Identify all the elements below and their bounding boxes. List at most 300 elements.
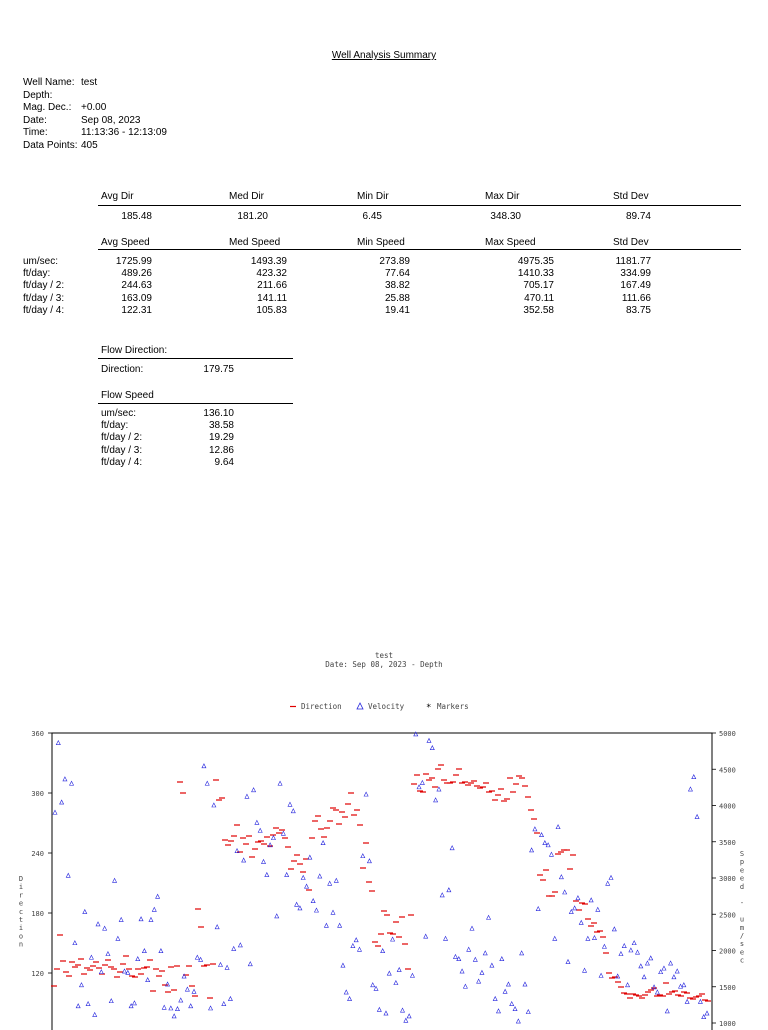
velocity-point [381, 949, 385, 953]
speed-value: 83.75 [625, 304, 651, 316]
velocity-point [576, 896, 580, 900]
velocity-point [96, 922, 100, 926]
speed-value: 470.11 [524, 292, 554, 304]
dir-value: 89.74 [625, 211, 651, 222]
header-value: test [81, 77, 98, 88]
velocity-point [271, 836, 275, 840]
velocity-point [60, 800, 64, 804]
right-tick-label: 5000 [719, 730, 736, 738]
speed-value: 141.11 [257, 292, 287, 304]
velocity-point [159, 949, 163, 953]
chart-title: test [374, 651, 394, 660]
velocity-point [66, 873, 70, 877]
velocity-point [179, 998, 183, 1002]
speed-col-header: Max Speed [485, 237, 536, 248]
velocity-point [397, 968, 401, 972]
velocity-point [480, 970, 484, 974]
velocity-point [367, 859, 371, 863]
dir-value: 181.20 [237, 211, 268, 222]
velocity-point [305, 884, 309, 888]
header-row [23, 77, 97, 90]
flow-direction-rule [98, 358, 293, 359]
velocity-point [116, 936, 120, 940]
left-tick-label: 300 [31, 790, 44, 798]
velocity-point [579, 920, 583, 924]
speed-value: 705.17 [523, 280, 554, 292]
velocity-point [473, 957, 477, 961]
velocity-point [632, 941, 636, 945]
velocity-point [106, 952, 110, 956]
velocity-point [262, 860, 266, 864]
speed-row-label: um/sec: [23, 256, 59, 267]
velocity-point [354, 938, 358, 942]
speed-value: 334.99 [620, 268, 651, 280]
right-axis-label-char: e [739, 948, 745, 957]
velocity-point [252, 788, 256, 792]
left-axis-label-char: o [18, 932, 24, 941]
flow-speed-label: ft/day / 4: [101, 456, 143, 468]
flow-speed-value: 38.58 [208, 420, 234, 432]
velocity-point [242, 858, 246, 862]
velocity-point [73, 941, 77, 945]
speed-value: 111.66 [621, 292, 651, 304]
velocity-point [212, 803, 216, 807]
velocity-point [629, 948, 633, 952]
velocity-point [669, 961, 673, 965]
velocity-point [500, 957, 504, 961]
velocity-point [460, 969, 464, 973]
left-tick-label: 180 [31, 910, 44, 918]
flow-speed-label: ft/day: [101, 420, 129, 432]
velocity-point [417, 785, 421, 789]
legend-markers-swatch: * [426, 703, 432, 713]
left-axis-label [19, 875, 23, 949]
right-axis-label-char: e [739, 866, 745, 875]
velocity-point [649, 956, 653, 960]
velocity-point [169, 1006, 173, 1010]
velocity-point [364, 792, 368, 796]
header-value: 11:13:36 - 12:13:09 [81, 127, 167, 138]
dir-value: 6.45 [362, 211, 382, 222]
velocity-point [285, 873, 289, 877]
speed-value: 1410.33 [517, 268, 554, 280]
velocity-point [606, 881, 610, 885]
header-value: 405 [81, 139, 98, 151]
velocity-point [493, 997, 497, 1001]
header-key: Mag. Dec.: [23, 102, 72, 113]
velocity-point [526, 1010, 530, 1014]
velocity-point [592, 936, 596, 940]
velocity-point [394, 981, 398, 985]
speed-value: 352.58 [523, 304, 554, 316]
chart-subtitle: Date: Sep 08, 2023 - Depth [325, 660, 443, 669]
velocity-point [490, 963, 494, 967]
velocity-point [682, 983, 686, 987]
velocity-point [444, 936, 448, 940]
velocity-point [185, 987, 189, 991]
header-row [23, 102, 106, 115]
speed-value: 211.66 [257, 280, 287, 292]
velocity-point [275, 914, 279, 918]
velocity-point [662, 966, 666, 970]
velocity-point [162, 1005, 166, 1009]
velocity-point [523, 982, 527, 986]
velocity-point [156, 894, 160, 898]
speed-value: 19.41 [384, 304, 410, 316]
velocity-point [149, 918, 153, 922]
velocity-point [248, 962, 252, 966]
velocity-point [331, 910, 335, 914]
flow-speed-label: ft/day / 2: [101, 432, 143, 444]
velocity-point [205, 781, 209, 785]
velocity-point [695, 815, 699, 819]
right-axis-label-char: u [739, 915, 745, 924]
velocity-point [401, 1008, 405, 1012]
left-axis-label-char: n [18, 940, 24, 949]
speed-value: 1493.39 [250, 256, 287, 267]
speed-row-label: ft/day / 4: [23, 304, 65, 316]
right-axis-label-char: s [739, 940, 745, 949]
velocity-point [172, 1014, 176, 1018]
velocity-point [530, 848, 534, 852]
right-axis-label-char: m [739, 923, 745, 932]
dir-col-header: Max Dir [485, 191, 520, 202]
velocity-point [407, 1014, 411, 1018]
right-tick-label: 1000 [719, 1020, 736, 1028]
right-tick-label: 3500 [719, 838, 736, 847]
right-tick-label: 2000 [719, 947, 736, 956]
velocity-point [70, 781, 74, 785]
velocity-point [113, 878, 117, 882]
velocity-point [295, 902, 299, 906]
velocity-point [93, 1013, 97, 1017]
velocity-point [76, 1004, 80, 1008]
velocity-point [467, 947, 471, 951]
speed-value: 163.09 [121, 292, 152, 304]
left-tick-label: 120 [31, 970, 44, 978]
velocity-point [424, 934, 428, 938]
dir-value: 185.48 [121, 211, 152, 222]
velocity-point [692, 775, 696, 779]
velocity-point [596, 907, 600, 911]
velocity-point [109, 999, 113, 1003]
flow-speed-label: ft/day / 3: [101, 444, 143, 456]
well-chart [0, 690, 768, 1030]
velocity-point [278, 781, 282, 785]
velocity-point [189, 1004, 193, 1008]
velocity-point [420, 781, 424, 785]
velocity-point [225, 965, 229, 969]
right-axis-label-char: p [739, 858, 745, 867]
velocity-point [410, 973, 414, 977]
velocity-point [218, 963, 222, 967]
flow-speed-value: 12.86 [208, 444, 234, 456]
velocity-point [291, 809, 295, 813]
right-axis-label-char: / [739, 932, 745, 940]
plot-frame [52, 733, 712, 1030]
velocity-point [450, 846, 454, 850]
header-row [23, 115, 141, 128]
velocity-point [543, 841, 547, 845]
velocity-point [705, 1011, 709, 1015]
velocity-point [487, 915, 491, 919]
velocity-point [318, 874, 322, 878]
velocity-point [255, 820, 259, 824]
velocity-point [609, 876, 613, 880]
velocity-point [53, 810, 57, 814]
velocity-point [324, 923, 328, 927]
velocity-point [139, 917, 143, 921]
velocity-point [384, 1011, 388, 1015]
velocity-point [583, 968, 587, 972]
velocity-point [685, 999, 689, 1003]
velocity-point [639, 964, 643, 968]
legend-label: Direction [301, 702, 342, 711]
velocity-point [308, 855, 312, 859]
speed-col-header: Med Speed [229, 237, 281, 248]
dir-col-header: Avg Dir [101, 191, 134, 202]
velocity-point [341, 963, 345, 967]
right-axis-label [740, 850, 744, 965]
velocity-point [513, 1007, 517, 1011]
velocity-point [642, 975, 646, 979]
velocity-point [334, 878, 338, 882]
velocity-point [503, 989, 507, 993]
right-axis-label-char: d [739, 882, 745, 891]
left-tick-label: 360 [31, 730, 44, 738]
velocity-point [483, 951, 487, 955]
velocity-point [540, 833, 544, 837]
velocity-point [136, 957, 140, 961]
legend-label: Markers [437, 702, 469, 711]
header-row [23, 140, 98, 153]
speed-col-header: Std Dev [613, 237, 649, 248]
velocity-point [533, 827, 537, 831]
speed-value: 122.31 [121, 304, 152, 316]
left-tick-label: 240 [31, 850, 44, 858]
velocity-point [404, 1018, 408, 1022]
legend-velocity-swatch [357, 703, 363, 709]
header-key: Well Name: [23, 77, 75, 88]
velocity-point [348, 997, 352, 1001]
right-axis-label-char: S [739, 850, 745, 858]
velocity-point [238, 943, 242, 947]
velocity-point [146, 978, 150, 982]
velocity-point [599, 973, 603, 977]
velocity-point [103, 926, 107, 930]
header-row [23, 90, 81, 103]
right-axis-label-char: - [739, 899, 745, 908]
velocity-point [427, 738, 431, 742]
velocity-point [440, 893, 444, 897]
flow-direction-label: Direction: [101, 364, 144, 375]
velocity-point [434, 798, 438, 802]
velocity-point [453, 955, 457, 959]
dir-col-header: Med Dir [229, 191, 265, 202]
speed-value: 167.49 [620, 280, 651, 292]
velocity-point [520, 951, 524, 955]
velocity-point [556, 825, 560, 829]
dir-value: 348.30 [490, 211, 521, 222]
left-axis-label-char: D [18, 875, 24, 883]
velocity-point [430, 746, 434, 750]
speed-row-label: ft/day: [23, 268, 51, 280]
speed-value: 77.64 [384, 268, 410, 280]
velocity-point [566, 960, 570, 964]
flow-speed-rule [98, 403, 293, 404]
velocity-point [99, 970, 103, 974]
velocity-point [301, 876, 305, 880]
velocity-point [132, 1001, 136, 1005]
velocity-point [698, 999, 702, 1003]
velocity-point [477, 979, 481, 983]
velocity-point [573, 906, 577, 910]
speed-value: 489.26 [121, 268, 152, 280]
velocity-point [589, 898, 593, 902]
flow-speed-value: 136.10 [203, 408, 234, 419]
velocity-point [371, 983, 375, 987]
speed-value: 25.88 [384, 292, 410, 304]
speed-header-rule [98, 249, 741, 250]
velocity-point [516, 1019, 520, 1023]
speed-value: 4975.35 [517, 256, 554, 267]
velocity-point [245, 794, 249, 798]
header-row [23, 127, 167, 140]
velocity-point [563, 890, 567, 894]
velocity-point [79, 983, 83, 987]
header-key: Depth: [23, 89, 53, 101]
header-value: +0.00 [81, 102, 107, 113]
velocity-point [83, 910, 87, 914]
speed-value: 1181.77 [615, 256, 651, 267]
velocity-point [351, 944, 355, 948]
velocity-point [265, 873, 269, 877]
velocity-point [209, 1006, 213, 1010]
velocity-point [619, 952, 623, 956]
dir-col-header: Min Dir [357, 191, 389, 202]
flow-speed-heading: Flow Speed [101, 390, 154, 401]
velocity-point [175, 1007, 179, 1011]
velocity-point [63, 777, 67, 781]
flow-speed-value: 19.29 [208, 432, 234, 444]
left-axis-label-char: i [18, 883, 24, 892]
velocity-point [622, 944, 626, 948]
velocity-point [447, 888, 451, 892]
velocity-point [672, 975, 676, 979]
velocity-point [586, 936, 590, 940]
velocity-point [553, 936, 557, 940]
velocity-point [288, 802, 292, 806]
header-key: Time: [23, 127, 48, 138]
left-axis-label-char: e [18, 899, 24, 908]
velocity-point [56, 741, 60, 745]
velocity-point [688, 787, 692, 791]
flow-speed-value: 9.64 [214, 456, 234, 468]
speed-col-header: Avg Speed [101, 237, 150, 248]
velocity-point [635, 950, 639, 954]
velocity-point [510, 1002, 514, 1006]
dir-col-header: Std Dev [613, 191, 649, 202]
velocity-point [655, 990, 659, 994]
velocity-point [559, 875, 563, 879]
velocity-point [496, 1009, 500, 1013]
velocity-point [675, 969, 679, 973]
left-axis-label-char: c [18, 907, 24, 916]
header-value: Sep 08, 2023 [81, 114, 141, 126]
right-tick-label: 4500 [719, 766, 736, 775]
velocity-point [387, 971, 391, 975]
right-tick-label: 2500 [719, 911, 736, 920]
speed-value: 38.82 [384, 280, 410, 292]
speed-col-header: Min Speed [357, 237, 405, 248]
right-tick-label: 1500 [719, 983, 736, 992]
velocity-point [361, 854, 365, 858]
right-axis-label-char: c [739, 956, 745, 965]
speed-value: 423.32 [256, 268, 287, 280]
velocity-point [377, 1007, 381, 1011]
velocity-point [338, 923, 342, 927]
flow-speed-label: um/sec: [101, 408, 137, 419]
left-axis-label-char: t [18, 916, 24, 924]
velocity-point [321, 841, 325, 845]
velocity-point [626, 983, 630, 987]
velocity-point [328, 881, 332, 885]
right-tick-label: 4000 [719, 802, 736, 811]
flow-direction-value: 179.75 [203, 364, 234, 375]
velocity-point [357, 947, 361, 951]
right-axis-label-char: e [739, 874, 745, 883]
right-tick-label: 3000 [719, 875, 736, 883]
velocity-point [602, 944, 606, 948]
velocity-point [258, 828, 262, 832]
report-title: Well Analysis Summary [331, 50, 437, 61]
velocity-point [142, 949, 146, 953]
velocity-point [665, 1009, 669, 1013]
velocity-point [232, 947, 236, 951]
velocity-point [89, 955, 93, 959]
velocity-point [391, 937, 395, 941]
velocity-point [202, 764, 206, 768]
velocity-point [119, 918, 123, 922]
speed-value: 273.89 [379, 256, 410, 267]
velocity-point [506, 982, 510, 986]
velocity-point [612, 927, 616, 931]
velocity-point [222, 1002, 226, 1006]
velocity-point [470, 926, 474, 930]
velocity-point [314, 908, 318, 912]
velocity-point [195, 955, 199, 959]
velocity-point [152, 907, 156, 911]
velocity-point [311, 899, 315, 903]
speed-value: 244.63 [121, 280, 152, 292]
velocity-point [192, 989, 196, 993]
speed-value: 105.83 [256, 304, 287, 316]
legend-label: Velocity [368, 702, 405, 711]
velocity-point [86, 1002, 90, 1006]
velocity-point [463, 984, 467, 988]
header-key: Date: [23, 114, 47, 126]
velocity-point [344, 990, 348, 994]
flow-direction-heading: Flow Direction: [101, 345, 168, 356]
speed-value: 1725.99 [115, 256, 152, 267]
dir-header-rule [98, 205, 741, 206]
velocity-point [215, 925, 219, 929]
header-key: Data Points: [23, 139, 78, 151]
velocity-point [549, 852, 553, 856]
left-axis-label-char: i [18, 924, 24, 933]
speed-row-label: ft/day / 2: [23, 280, 65, 292]
left-axis-label-char: r [18, 891, 24, 900]
